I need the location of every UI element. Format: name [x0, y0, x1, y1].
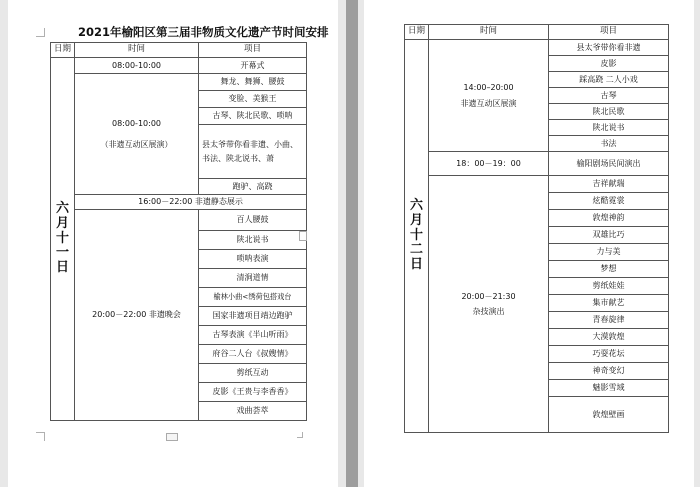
item-cell: 剪纸互动	[199, 364, 307, 383]
item-cell: 榆林小曲<绣荷包搭戏台	[199, 288, 307, 307]
item-cell: 古琴	[549, 88, 669, 104]
time-cell: 20:00－21:30 杂技演出	[429, 176, 549, 433]
item-cell: 百人腰鼓	[199, 210, 307, 231]
item-cell: 魅影雪域	[549, 380, 669, 397]
item-cell: 青春旋律	[549, 312, 669, 329]
table-corner-handle[interactable]	[297, 432, 303, 438]
table-row	[405, 152, 669, 176]
item-cell: 梦想	[549, 261, 669, 278]
item-cell: 榆阳剧场民间演出	[549, 152, 669, 176]
table-resize-handle[interactable]	[166, 433, 178, 441]
schedule-table-day2	[404, 24, 669, 433]
table-row	[405, 40, 669, 56]
date-cell: 六 月 十 二 日	[405, 40, 429, 433]
time-cell: 18：00－19：00	[429, 152, 549, 176]
header-date: 日期	[51, 43, 75, 58]
item-cell: 府谷二人台《叔嫂情》	[199, 345, 307, 364]
crop-mark	[36, 432, 45, 441]
schedule-table-day1	[50, 42, 307, 421]
time-cell: 08:00-10:00 （非遗互动区展演）	[75, 74, 199, 195]
header-time: 时间	[429, 25, 549, 40]
time-cell: 14:00–20:00 非遗互动区展演	[429, 40, 549, 152]
page-gutter	[346, 0, 358, 487]
item-cell: 神奇变幻	[549, 363, 669, 380]
table-row	[51, 74, 307, 91]
table-move-handle[interactable]	[299, 231, 307, 241]
item-cell: 古琴、陕北民歌、唢呐	[199, 108, 307, 125]
item-cell: 剪纸娃娃	[549, 278, 669, 295]
item-cell: 变脸、美猴王	[199, 91, 307, 108]
item-cell: 集市献艺	[549, 295, 669, 312]
item-cell: 皮影	[549, 56, 669, 72]
item-cell: 双雄比巧	[549, 227, 669, 244]
document-page-1	[8, 0, 338, 487]
static-exhibit-cell: 16:00－22:00 非遗静态展示	[75, 195, 307, 210]
item-cell: 敦煌壁画	[549, 397, 669, 433]
item-cell: 炫酷霓裳	[549, 193, 669, 210]
table-row	[51, 210, 307, 231]
crop-mark	[36, 28, 45, 37]
table-row	[51, 58, 307, 74]
item-cell: 力与美	[549, 244, 669, 261]
header-time: 时间	[75, 43, 199, 58]
table-header-row	[405, 25, 669, 40]
item-cell: 唢呐表演	[199, 250, 307, 269]
time-cell: 08:00-10:00	[75, 58, 199, 74]
item-cell: 吉祥献瑞	[549, 176, 669, 193]
item-cell: 书法	[549, 136, 669, 152]
document-page-2	[364, 0, 694, 487]
table-header-row	[51, 43, 307, 58]
date-cell: 六 月 十 一 日	[51, 58, 75, 421]
item-cell: 皮影《王贵与李香香》	[199, 383, 307, 402]
item-cell: 陕北民歌	[549, 104, 669, 120]
time-cell: 20:00－22:00 非遗晚会	[75, 210, 199, 421]
item-cell: 敦煌神韵	[549, 210, 669, 227]
item-cell: 清涧道情	[199, 269, 307, 288]
item-cell: 陕北说书	[199, 231, 307, 250]
header-item: 项目	[549, 25, 669, 40]
item-cell: 县太爷带你看非遗	[549, 40, 669, 56]
table-row	[405, 176, 669, 193]
item-cell: 戏曲荟萃	[199, 402, 307, 421]
page-title: 2021年榆阳区第三届非物质文化遗产节时间安排	[78, 25, 329, 39]
item-cell: 国家非遗项目靖边跑驴	[199, 307, 307, 326]
item-cell: 县太爷带你看非遗、小曲、书法、陕北说书、萧	[199, 125, 307, 179]
item-cell: 跑驴、高跷	[199, 179, 307, 195]
header-item: 项目	[199, 43, 307, 58]
item-cell: 舞龙、舞狮、腰鼓	[199, 74, 307, 91]
header-date: 日期	[405, 25, 429, 40]
item-cell: 开幕式	[199, 58, 307, 74]
item-cell: 大漠敦煌	[549, 329, 669, 346]
item-cell: 踩高跷 二人小戏	[549, 72, 669, 88]
item-cell: 古琴表演《半山听雨》	[199, 326, 307, 345]
table-row	[51, 195, 307, 210]
item-cell: 巧耍花坛	[549, 346, 669, 363]
item-cell: 陕北说书	[549, 120, 669, 136]
